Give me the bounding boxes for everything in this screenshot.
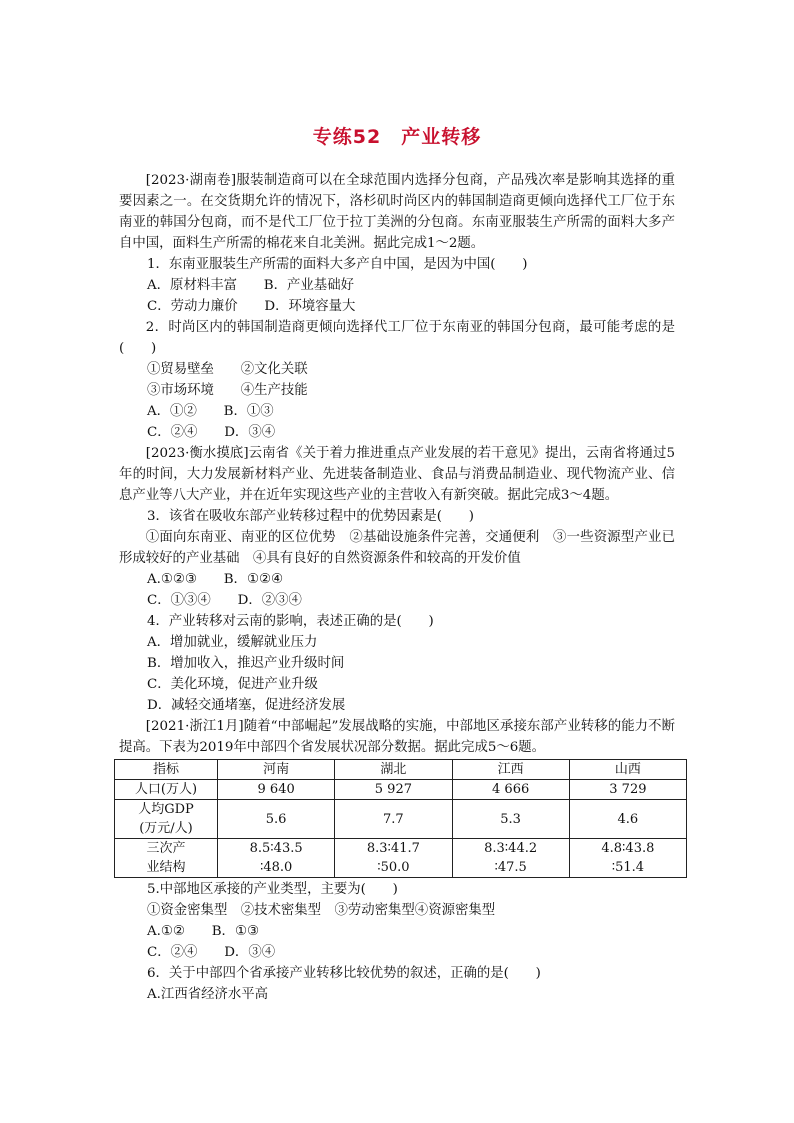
q6-option-a: A.江西省经济水平高 xyxy=(147,987,269,1002)
table-header-cell: 河南 xyxy=(218,760,335,780)
table-header-row xyxy=(115,760,687,780)
table-row-population xyxy=(115,780,687,800)
q3-options-cd: C．①③④ D．②③④ xyxy=(147,593,302,608)
row-label-line: 三次产 xyxy=(146,841,186,856)
table-row-structure xyxy=(115,839,687,878)
cell-line: ∶50.0 xyxy=(377,860,410,875)
row-label-line: 人均GDP xyxy=(138,802,194,817)
cell-line: ∶48.0 xyxy=(259,860,293,875)
table-cell: 人口(万人) xyxy=(115,780,218,800)
question-3: 3．该省在吸收东部产业转移过程中的优势因素是( ) xyxy=(147,509,474,524)
cell-line: 8.3∶44.2 xyxy=(484,841,538,856)
cell-line: 8.5∶43.5 xyxy=(249,841,303,856)
table-cell: 5.3 xyxy=(452,800,569,839)
q1-options-cd: C．劳动力廉价 D．环境容量大 xyxy=(147,299,356,314)
table-header-cell: 指标 xyxy=(115,760,218,780)
q5-options-ab: A.①② B．①③ xyxy=(147,924,259,939)
question-content xyxy=(119,170,675,1005)
group2-intro: [2023·衡水摸底]云南省《关于着力推进重点产业发展的若干意见》提出，云南省将通过5年的时间，大力发展新材料产业、先进装备制造业、食品与消费品制造业、现代物流产业、信息产业等八大产业，并在近年实现这些产业的主营收入有新突破。据此完成3～4题。 xyxy=(119,446,675,503)
province-data-table xyxy=(114,759,687,878)
table-cell xyxy=(335,839,452,878)
table-cell: 7.7 xyxy=(335,800,452,839)
table-cell: 5.6 xyxy=(218,800,335,839)
group3-intro: [2021·浙江1月]随着“中部崛起”发展战略的实施，中部地区承接东部产业转移的能力不断提高。下表为2019年中部四个省发展状况部分数据。据此完成5～6题。 xyxy=(119,719,675,755)
q2-options-ab: A．①② B．①③ xyxy=(147,404,274,419)
group1-intro: [2023·湖南卷]服装制造商可以在全球范围内选择分包商，产品残次率是影响其选择的重要因素之一。在交货期允许的情况下，洛杉矶时尚区内的韩国制造商更倾向选择代工厂位于东南亚的韩国分包商，而不是代工厂位于拉丁美洲的分包商。东南亚服装生产所需的面料大多产自中国，面料生产所需的棉花来自北美洲。据此完成1～2题。 xyxy=(119,173,675,251)
q1-options-ab: A．原材料丰富 B．产业基础好 xyxy=(147,278,354,293)
q4-option-b: B．增加收入，推迟产业升级时间 xyxy=(147,656,345,671)
table-row-gdp xyxy=(115,800,687,839)
table-cell: 5 927 xyxy=(335,780,452,800)
table-cell: 4 666 xyxy=(452,780,569,800)
question-6: 6．关于中部四个省承接产业转移比较优势的叙述，正确的是( ) xyxy=(147,966,541,981)
table-cell xyxy=(452,839,569,878)
table-header-cell: 山西 xyxy=(569,760,686,780)
q2-items-1: ①贸易壁垒 ②文化关联 xyxy=(147,362,308,377)
q4-option-d: D．减轻交通堵塞，促进经济发展 xyxy=(147,698,346,713)
table-cell: 3 729 xyxy=(569,780,686,800)
q5-options-cd: C．②④ D．③④ xyxy=(147,945,276,960)
cell-line: ∶51.4 xyxy=(611,860,645,875)
q5-items: ①资金密集型 ②技术密集型 ③劳动密集型④资源密集型 xyxy=(147,903,496,918)
question-1: 1．东南亚服装生产所需的面料大多产自中国，是因为中国( ) xyxy=(147,257,528,272)
table-header-cell: 江西 xyxy=(452,760,569,780)
q2-options-cd: C．②④ D．③④ xyxy=(147,425,276,440)
cell-line: 4.8∶43.8 xyxy=(601,841,655,856)
q3-options-ab: A.①②③ B．①②④ xyxy=(147,572,283,587)
question-2: 2．时尚区内的韩国制造商更倾向选择代工厂位于东南亚的韩国分包商，最可能考虑的是( ) xyxy=(119,320,675,356)
question-4: 4．产业转移对云南的影响，表述正确的是( ) xyxy=(147,614,434,629)
cell-line: 8.3∶41.7 xyxy=(366,841,420,856)
q4-option-a: A．增加就业，缓解就业压力 xyxy=(147,635,318,650)
row-label-line: (万元/人) xyxy=(139,821,193,836)
page-title: 专练52 产业转移 xyxy=(312,126,482,148)
question-5: 5.中部地区承接的产业类型，主要为( ) xyxy=(147,882,398,897)
table-cell xyxy=(115,800,218,839)
table-cell: 4.6 xyxy=(569,800,686,839)
row-label-line: 业结构 xyxy=(146,860,186,875)
q3-items: ①面向东南亚、南亚的区位优势 ②基础设施条件完善，交通便利 ③一些资源型产业已形成较好的产业基础 ④具有良好的自然资源条件和较高的开发价值 xyxy=(119,530,675,566)
table-cell xyxy=(569,839,686,878)
table-header-cell: 湖北 xyxy=(335,760,452,780)
q4-option-c: C．美化环境，促进产业升级 xyxy=(147,677,318,692)
table-cell: 9 640 xyxy=(218,780,335,800)
table-cell xyxy=(218,839,335,878)
q2-items-2: ③市场环境 ④生产技能 xyxy=(147,383,308,398)
cell-line: ∶47.5 xyxy=(494,860,527,875)
table-cell xyxy=(115,839,218,878)
